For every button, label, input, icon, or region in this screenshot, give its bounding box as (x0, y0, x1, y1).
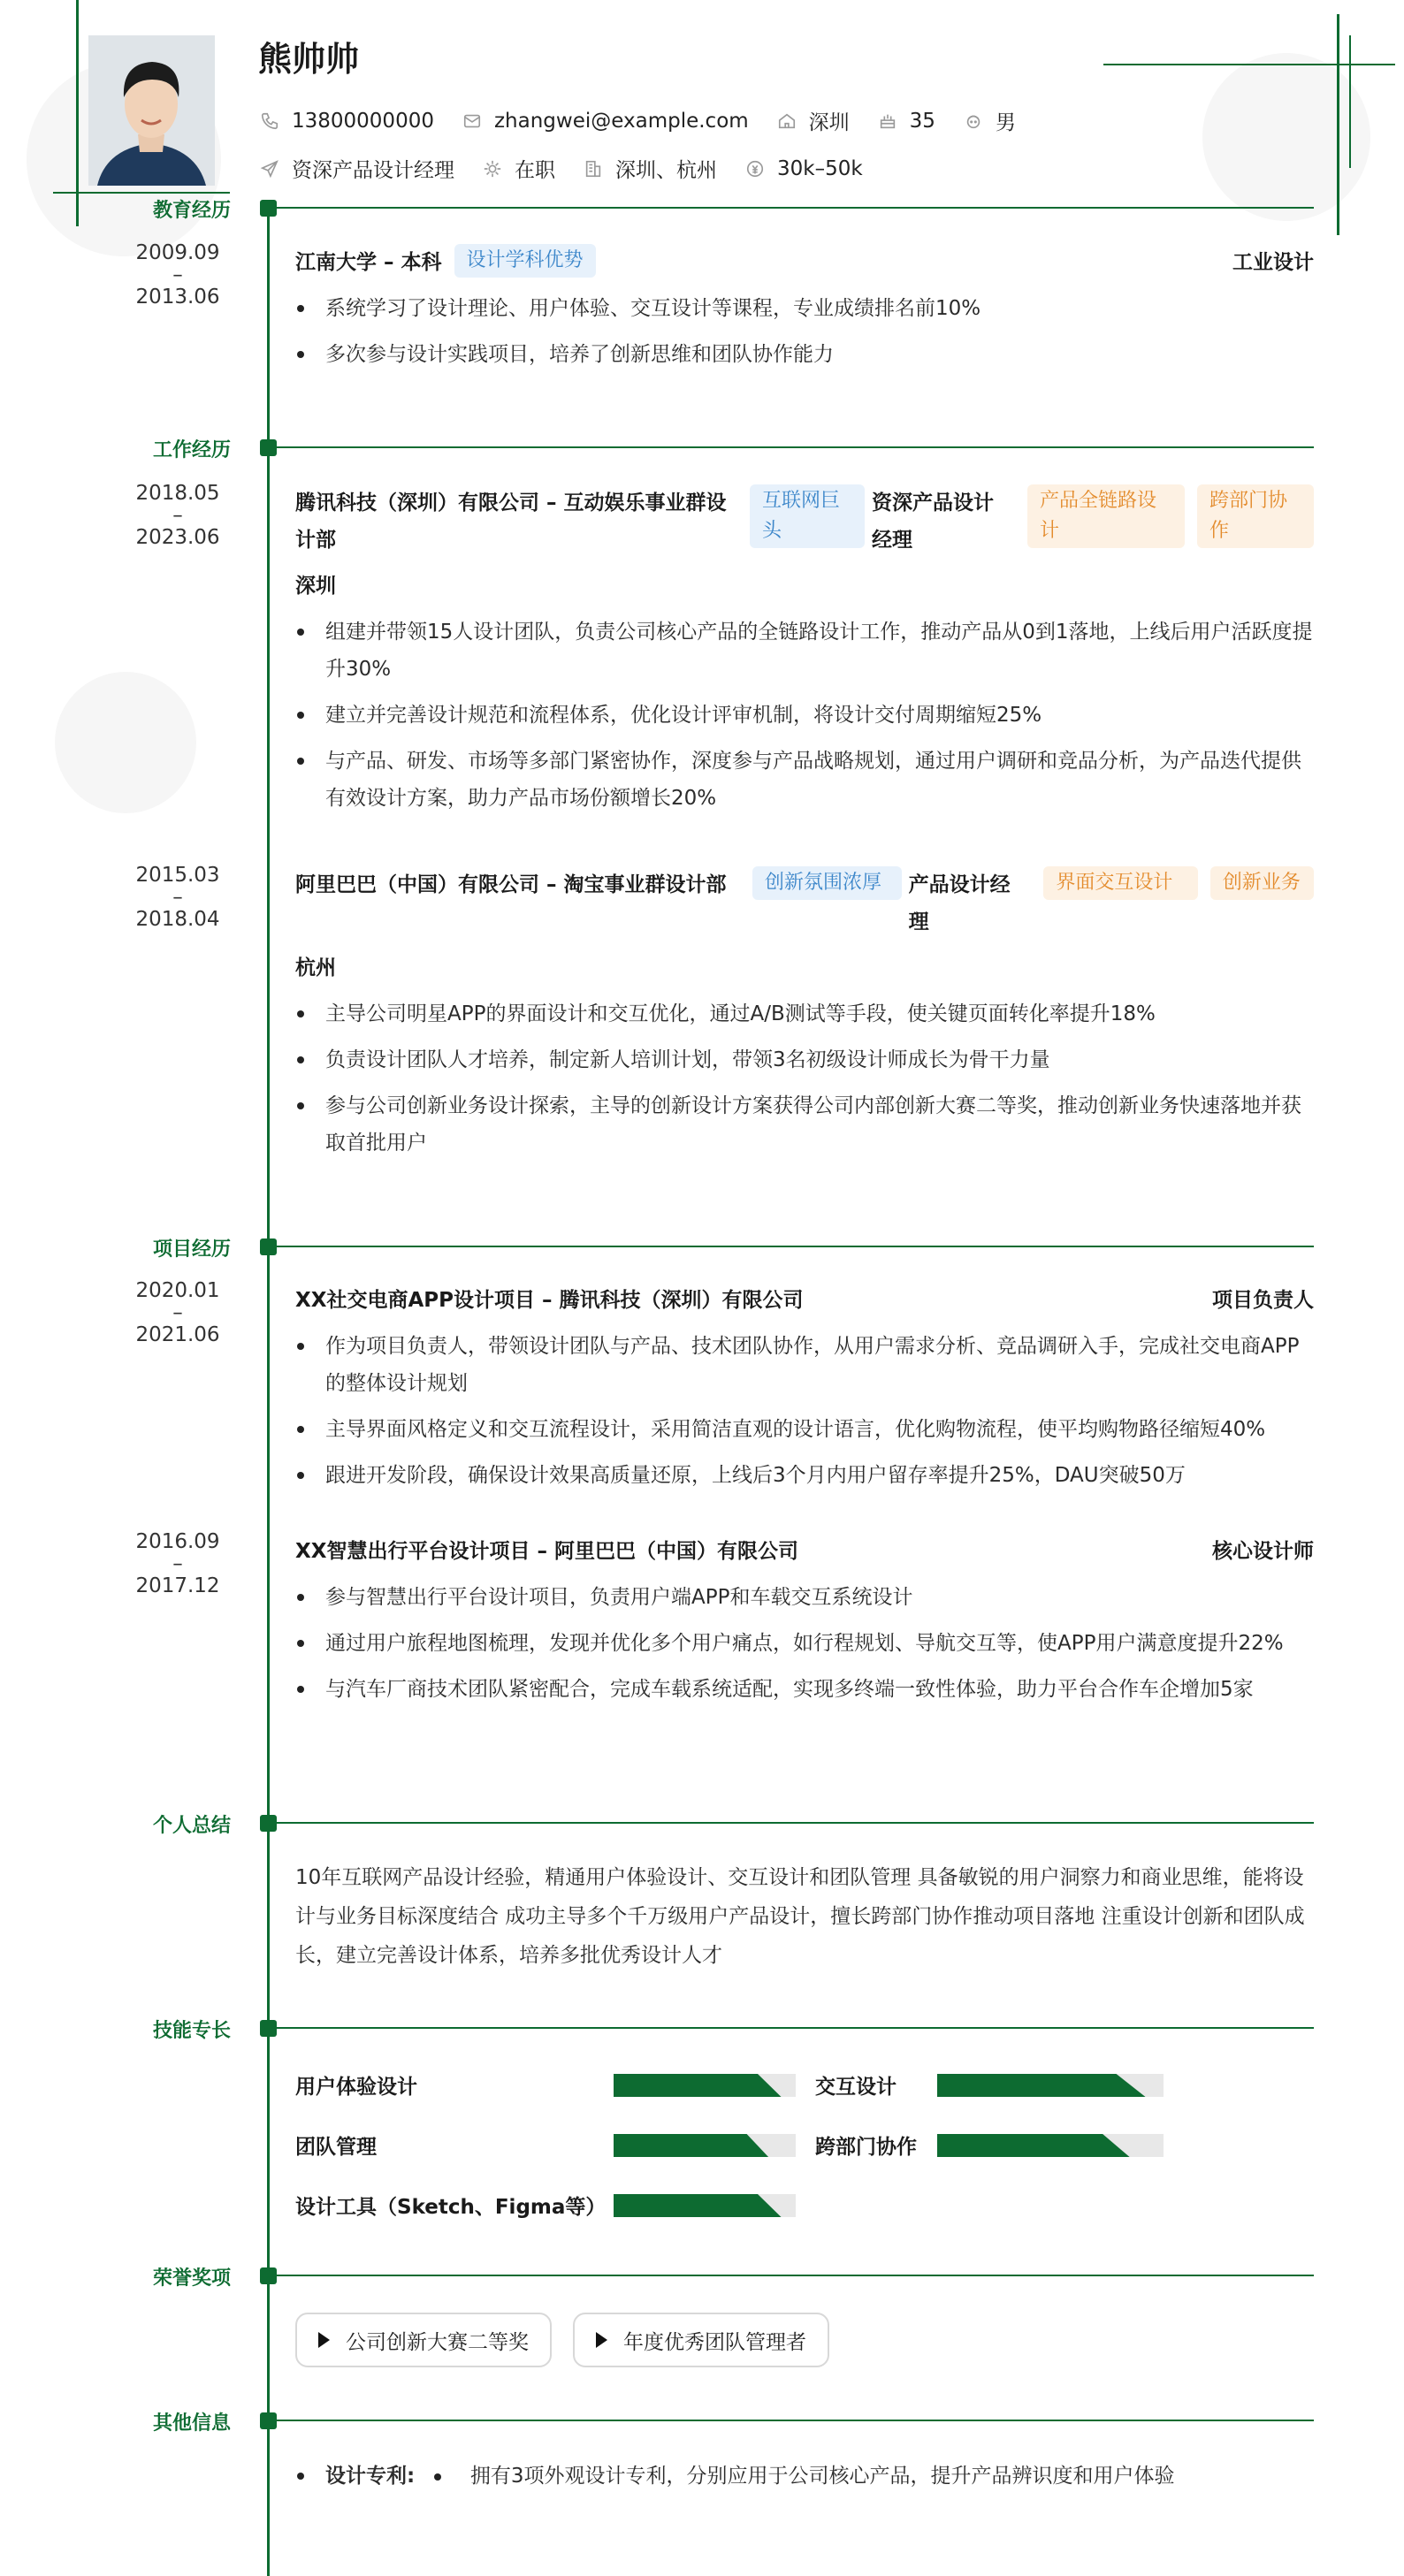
list-item: 参与公司创新业务设计探索，主导的创新设计方案获得公司内部创新大赛二等奖，推动创新业务快速落地并获取首批用户 (295, 1087, 1314, 1162)
skill-bar (614, 2134, 796, 2157)
education-date: 2009.09 – 2013.06 (135, 241, 220, 309)
list-item: 建立并完善设计规范和流程体系，优化设计评审机制，将设计交付周期缩短25% (295, 697, 1314, 734)
position-text: 资深产品设计经理 (292, 159, 454, 182)
skill-name: 跨部门协作 (815, 2136, 917, 2159)
skill-fill (614, 2134, 768, 2157)
gender-text: 男 (995, 111, 1016, 134)
award-item[interactable] (573, 2313, 829, 2367)
skill-bar (614, 2074, 796, 2097)
salary-text: 30k–50k (777, 156, 863, 180)
work-date: 2015.03 – 2018.04 (135, 864, 220, 931)
role-tag: 跨部门协作 (1197, 484, 1314, 548)
school-tag: 设计学科优势 (454, 244, 596, 278)
award-label: 年度优秀团队管理者 (623, 2330, 806, 2354)
section-title-skills: 技能专长 (152, 2020, 231, 2042)
status-info (481, 154, 555, 183)
work-head (295, 866, 1314, 941)
award-item[interactable] (295, 2313, 552, 2367)
skill-name: 团队管理 (295, 2136, 377, 2159)
phone-icon (258, 110, 281, 133)
work-bullets (295, 614, 1314, 817)
list-item: 负责设计团队人才培养，制定新人培训计划，带领3名初级设计师成长为骨干力量 (295, 1041, 1314, 1078)
project-role: 项目负责人 (1212, 1289, 1314, 1312)
list-item: 主导界面风格定义和交互流程设计，采用简洁直观的设计语言，优化购物流程，使平均购物路径缩短40% (295, 1411, 1314, 1448)
building-icon (582, 157, 605, 180)
work-city: 深圳 (295, 575, 336, 598)
city-text: 深圳 (808, 111, 850, 134)
role-tag: 创新业务 (1210, 866, 1314, 900)
section-divider (274, 207, 1314, 209)
home-icon (775, 110, 798, 133)
skill-fill (937, 2134, 1130, 2157)
avatar-photo-icon (88, 35, 215, 186)
major: 工业设计 (1232, 251, 1314, 274)
timeline-line (267, 209, 270, 2576)
work-entry (295, 484, 1314, 826)
section-divider (274, 1246, 1314, 1247)
company-tag: 互联网巨头 (750, 484, 865, 548)
decorative-line (1103, 64, 1395, 65)
list-item: 与汽车厂商技术团队紧密配合，完成车载系统适配，实现多终端一致性体验，助力平台合作车企增加5家 (295, 1671, 1314, 1708)
skill-fill (614, 2074, 782, 2097)
list-item: 组建并带领15人设计团队，负责公司核心产品的全链路设计工作，推动产品从0到1落地，上线后用户活跃度提升30% (295, 614, 1314, 688)
role-tag: 产品全链路设计 (1027, 484, 1185, 548)
cake-icon (876, 110, 899, 133)
award-label: 公司创新大赛二等奖 (346, 2330, 529, 2354)
avatar (88, 35, 215, 186)
position-info (258, 154, 454, 183)
list-item: 作为项目负责人，带领设计团队与产品、技术团队协作，从用户需求分析、竞品调研入手，完成社交电商APP的整体设计规划 (295, 1328, 1314, 1402)
status-icon (481, 157, 504, 180)
decorative-line (1337, 14, 1339, 235)
patent-label: 设计专利: (325, 2465, 416, 2488)
section-title-project: 项目经历 (152, 1238, 231, 1261)
section-divider (274, 2027, 1314, 2029)
company-tag: 创新氛围浓厚 (752, 866, 902, 900)
gender-icon (962, 110, 985, 133)
project-head (295, 1533, 1314, 1570)
list-item: 系统学习了设计理论、用户体验、交互设计等课程，专业成绩排名前10% (295, 290, 1314, 327)
list-item: 多次参与设计实践项目，培养了创新思维和团队协作能力 (295, 336, 1314, 373)
company-name: 阿里巴巴（中国）有限公司 – 淘宝事业群设计部 (295, 873, 727, 896)
project-title: XX智慧出行平台设计项目 – 阿里巴巴（中国）有限公司 (295, 1540, 798, 1563)
school-name: 江南大学 – 本科 (295, 251, 442, 274)
email-info (461, 110, 749, 133)
skill-bar (614, 2194, 796, 2217)
education-head (295, 244, 1314, 281)
list-item: 通过用户旅程地图梳理，发现并优化多个用户痛点，如行程规划、导航交互等，使APP用户满意度提升22% (295, 1625, 1314, 1662)
salary-info (744, 157, 863, 180)
skill-name: 设计工具（Sketch、Figma等） (295, 2196, 607, 2219)
work-bullets (295, 995, 1314, 1162)
job-row (258, 154, 889, 183)
project-entry (295, 1282, 1314, 1503)
section-title-other: 其他信息 (152, 2412, 231, 2435)
skill-bar (937, 2134, 1164, 2157)
decorative-line (53, 192, 230, 194)
section-divider (274, 1822, 1314, 1824)
company-name: 腾讯科技（深圳）有限公司 – 互动娱乐事业群设计部 (295, 492, 727, 552)
mail-icon (461, 110, 484, 133)
work-date: 2018.05 – 2023.06 (135, 482, 220, 549)
work-city: 杭州 (295, 956, 336, 979)
job-role: 资深产品设计经理 (872, 492, 994, 552)
contact-row (258, 106, 1042, 135)
project-date: 2020.01 – 2021.06 (135, 1279, 220, 1346)
summary-text: 10年互联网产品设计经验，精通用户体验设计、交互设计和团队管理 具备敏锐的用户洞察力和商业思维，能将设计与业务目标深度结合 成功主导多个千万级用户产品设计，擅长跨部门协作推动项目落地 注重设计创新和团队成长，建立完善设计体系，培养多批优秀设计人才 (295, 1866, 1305, 1967)
section-divider (274, 2420, 1314, 2421)
section-divider (274, 2275, 1314, 2276)
section-title-education: 教育经历 (152, 200, 231, 222)
age-info (876, 110, 935, 133)
section-title-summary: 个人总结 (152, 1815, 231, 1837)
section-divider (274, 446, 1314, 448)
work-entry (295, 866, 1314, 1170)
education-entry (295, 244, 1314, 382)
skill-name: 用户体验设计 (295, 2076, 417, 2099)
list-item (295, 2458, 1314, 2495)
project-title: XX社交电商APP设计项目 – 腾讯科技（深圳）有限公司 (295, 1289, 804, 1312)
project-entry (295, 1533, 1314, 1717)
role-tag: 界面交互设计 (1043, 866, 1198, 900)
email-text: zhangwei@example.com (493, 109, 749, 133)
gender-info (962, 106, 1016, 135)
bullet-dot (434, 2473, 441, 2481)
status-text: 在职 (515, 159, 555, 182)
send-icon (258, 157, 281, 180)
list-item: 跟进开发阶段，确保设计效果高质量还原，上线后3个月内用户留存率提升25%，DAU突破50万 (295, 1457, 1314, 1494)
location-info (582, 154, 717, 183)
list-item: 与产品、研发、市场等多部门紧密协作，深度参与产品战略规划，通过用户调研和竞品分析，为产品迭代提供有效设计方案，助力产品市场份额增长20% (295, 743, 1314, 817)
project-head (295, 1282, 1314, 1319)
play-icon (318, 2332, 330, 2348)
candidate-name: 熊帅帅 (258, 40, 360, 79)
skill-bar (937, 2074, 1164, 2097)
decorative-circle (1202, 53, 1370, 221)
location-text: 深圳、杭州 (615, 159, 717, 182)
decorative-line (1349, 35, 1351, 168)
city-info (775, 106, 850, 135)
phone-text: 13800000000 (292, 109, 434, 133)
other-info (295, 2458, 1314, 2504)
project-date: 2016.09 – 2017.12 (135, 1530, 220, 1597)
salary-icon (744, 157, 767, 180)
phone-info (258, 110, 434, 133)
decorative-circle (55, 672, 196, 813)
project-role: 核心设计师 (1212, 1540, 1314, 1563)
section-title-work: 工作经历 (152, 439, 231, 461)
list-item: 参与智慧出行平台设计项目，负责用户端APP和车载交互系统设计 (295, 1579, 1314, 1616)
play-icon (596, 2332, 607, 2348)
project-bullets (295, 1579, 1314, 1708)
section-title-honors: 荣誉奖项 (152, 2267, 231, 2290)
age-text: 35 (909, 109, 935, 133)
job-role: 产品设计经理 (908, 873, 1011, 934)
education-bullets (295, 290, 1314, 373)
skill-name: 交互设计 (815, 2076, 897, 2099)
list-item: 主导公司明星APP的界面设计和交互优化，通过A/B测试等手段，使关键页面转化率提升18% (295, 995, 1314, 1033)
skill-fill (614, 2194, 782, 2217)
work-head (295, 484, 1314, 559)
patent-text: 拥有3项外观设计专利，分别应用于公司核心产品，提升产品辨识度和用户体验 (469, 2465, 1175, 2488)
project-bullets (295, 1328, 1314, 1494)
skill-fill (937, 2074, 1146, 2097)
